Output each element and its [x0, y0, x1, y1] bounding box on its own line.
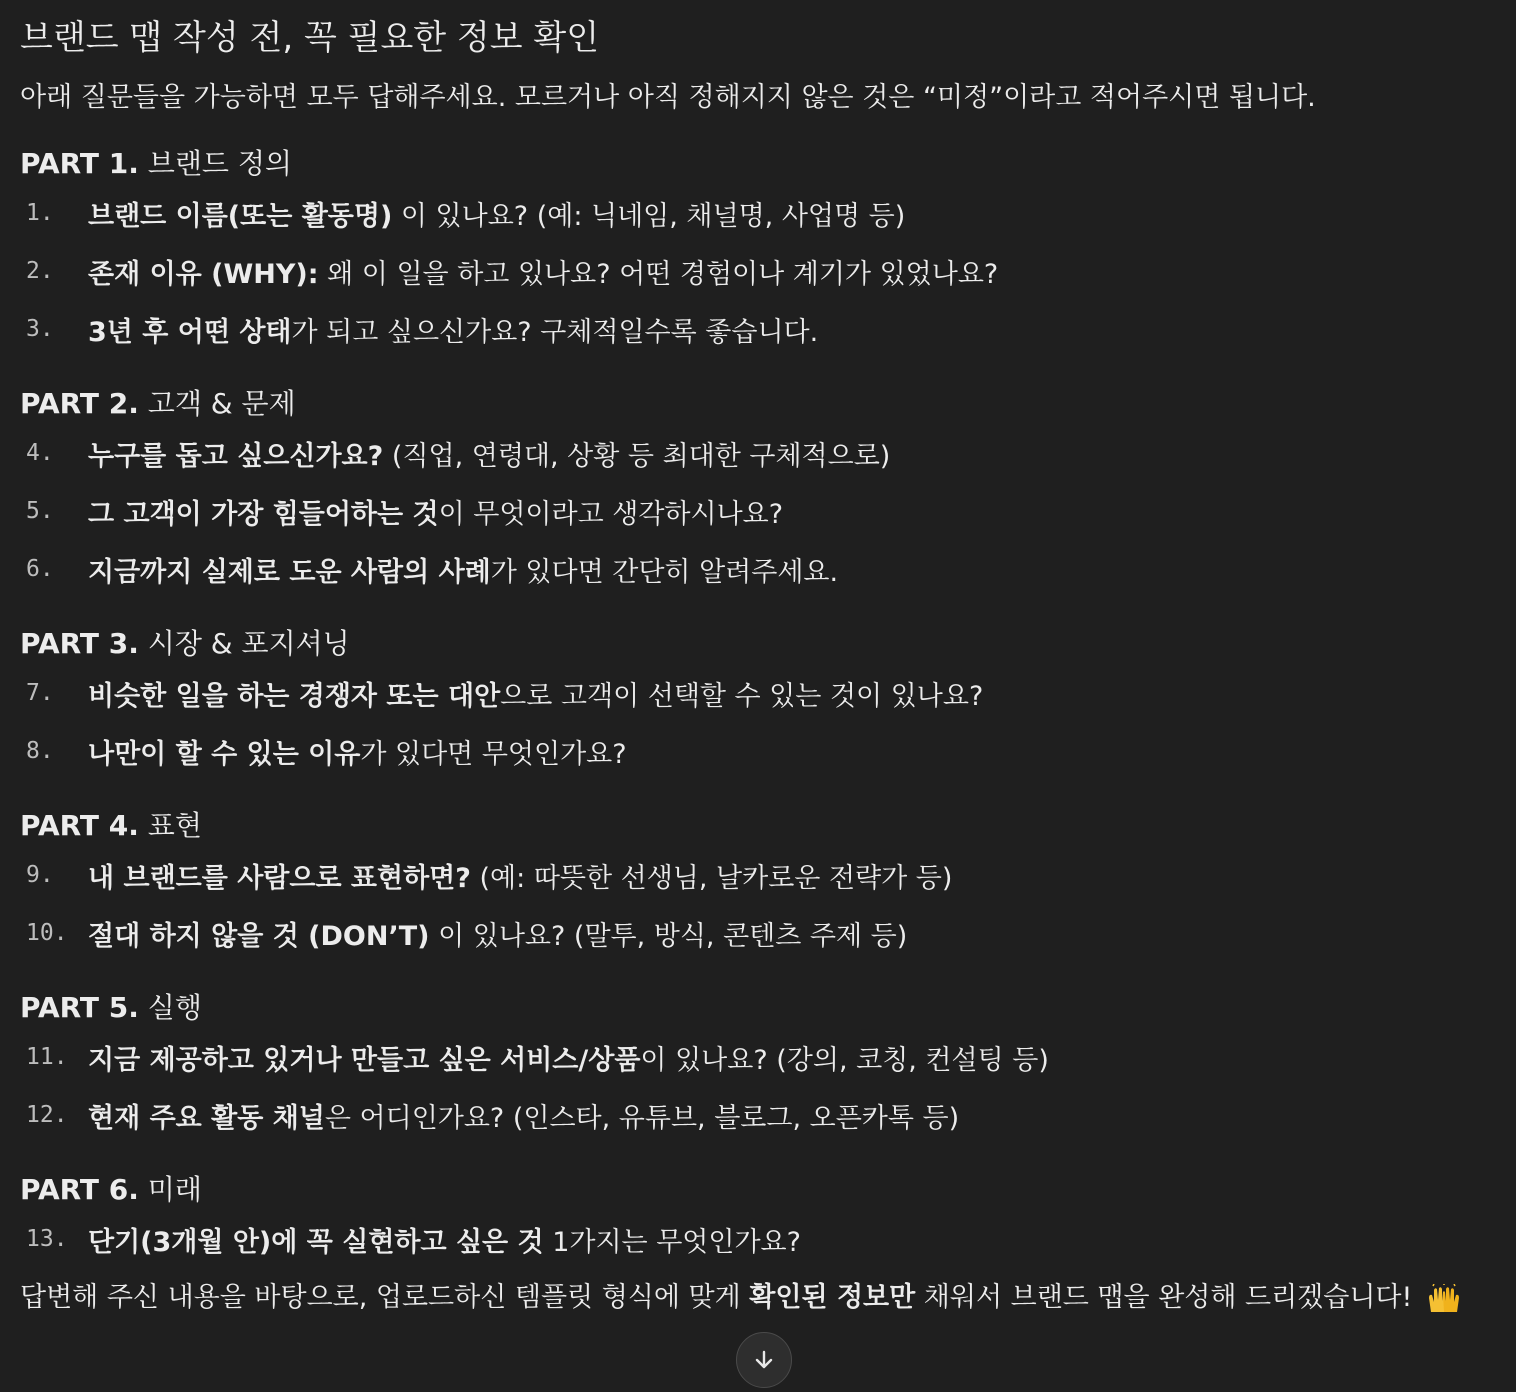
question-rest: 으로 고객이 선택할 수 있는 것이 있나요? [500, 680, 984, 712]
question-number: 8. [26, 738, 54, 764]
question-bold: 현재 주요 활동 채널 [88, 1102, 325, 1134]
scroll-to-bottom-button[interactable] [736, 1332, 792, 1388]
question-bold: 단기(3개월 안)에 꼭 실현하고 싶은 것 [88, 1226, 544, 1258]
part-heading [20, 988, 1496, 1028]
question-rest: 이 있나요? (예: 닉네임, 채널명, 사업명 등) [392, 200, 906, 232]
part-heading [20, 1170, 1496, 1210]
outro-bold: 확인된 정보만 [749, 1282, 916, 1313]
part-prefix: PART 3. [20, 627, 139, 660]
question-rest: 가 있다면 간단히 알려주세요. [490, 556, 839, 588]
part-name: 시장 & 포지셔닝 [147, 627, 350, 660]
question-number: 3. [26, 316, 54, 342]
outro-text [20, 1268, 1496, 1328]
question-rest: 은 어디인가요? (인스타, 유튜브, 블로그, 오픈카톡 등) [324, 1102, 960, 1134]
question-rest: (예: 따뜻한 선생님, 날카로운 전략가 등) [470, 862, 953, 894]
question-rest: 이 있나요? (말투, 방식, 콘텐츠 주제 등) [429, 920, 908, 952]
question-rest: 왜 이 일을 하고 있나요? 어떤 경험이나 계기가 있었나요? [318, 258, 999, 290]
part-prefix: PART 6. [20, 1173, 139, 1206]
intro-text: 아래 질문들을 가능하면 모두 답해주세요. 모르거나 아직 정해지지 않은 것은 “미정”이라고 적어주시면 됩니다. [20, 82, 1316, 113]
question-text [88, 252, 998, 291]
question-item [20, 482, 1496, 540]
question-number: 1. [26, 200, 54, 226]
question-list [20, 846, 1496, 962]
question-list [20, 184, 1496, 358]
part-name: 표현 [147, 809, 202, 842]
part-name: 고객 & 문제 [147, 387, 296, 420]
question-bold: 존재 이유 (WHY): [88, 258, 319, 290]
part-heading [20, 624, 1496, 664]
question-bold: 누구를 돕고 싶으신가요? [88, 440, 384, 472]
question-rest: 가 있다면 무엇인가요? [360, 738, 627, 770]
question-rest: 1가지는 무엇인가요? [543, 1226, 801, 1258]
question-list [20, 424, 1496, 598]
question-number: 13. [26, 1226, 68, 1252]
raising-hands-icon [1427, 1284, 1461, 1314]
part-name: 브랜드 정의 [147, 147, 292, 180]
question-rest: 이 무엇이라고 생각하시나요? [438, 498, 784, 530]
question-rest: 이 있나요? (강의, 코칭, 컨설팅 등) [640, 1044, 1049, 1076]
question-text [88, 310, 818, 349]
question-bold: 브랜드 이름(또는 활동명) [88, 200, 393, 232]
question-list [20, 1028, 1496, 1144]
question-number: 11. [26, 1044, 68, 1070]
question-number: 12. [26, 1102, 68, 1128]
question-text [88, 1220, 801, 1259]
part-name: 실행 [147, 991, 202, 1024]
part-heading [20, 384, 1496, 424]
question-rest: (직업, 연령대, 상황 등 최대한 구체적으로) [383, 440, 891, 472]
outro-post: 채워서 브랜드 맵을 완성해 드리겠습니다! [915, 1282, 1413, 1313]
part-prefix: PART 4. [20, 809, 139, 842]
part-prefix: PART 1. [20, 147, 139, 180]
question-text [88, 550, 838, 589]
message-content [20, 12, 1496, 1328]
question-text [88, 674, 983, 713]
question-number: 5. [26, 498, 54, 524]
question-item [20, 664, 1496, 722]
outro-pre: 답변해 주신 내용을 바탕으로, 업로드하신 템플릿 형식에 맞게 [20, 1282, 750, 1313]
question-bold: 절대 하지 않을 것 (DON’T) [88, 920, 430, 952]
question-text [88, 434, 890, 473]
question-number: 4. [26, 440, 54, 466]
question-number: 6. [26, 556, 54, 582]
part-heading [20, 144, 1496, 184]
question-bold: 그 고객이 가장 힘들어하는 것 [88, 498, 439, 530]
arrow-down-icon [752, 1348, 776, 1372]
question-text [88, 1096, 959, 1135]
part-prefix: PART 2. [20, 387, 139, 420]
question-text [88, 194, 905, 233]
question-item [20, 846, 1496, 904]
question-item [20, 424, 1496, 482]
question-item [20, 904, 1496, 962]
question-rest: 가 되고 싶으신가요? 구체적일수록 좋습니다. [291, 316, 819, 348]
part-name: 미래 [147, 1173, 202, 1206]
question-text [88, 732, 627, 771]
question-text [88, 914, 907, 953]
question-number: 2. [26, 258, 54, 284]
question-number: 9. [26, 862, 54, 888]
question-item [20, 1028, 1496, 1086]
question-sections [20, 144, 1496, 1268]
question-item [20, 1086, 1496, 1144]
question-bold: 비슷한 일을 하는 경쟁자 또는 대안 [88, 680, 501, 712]
question-bold: 내 브랜드를 사람으로 표현하면? [88, 862, 471, 894]
question-number: 7. [26, 680, 54, 706]
page-title: 브랜드 맵 작성 전, 꼭 필요한 정보 확인 [20, 18, 600, 58]
question-bold: 나만이 할 수 있는 이유 [88, 738, 361, 770]
part-heading [20, 806, 1496, 846]
question-text [88, 856, 952, 895]
question-item [20, 184, 1496, 242]
question-number: 10. [26, 920, 68, 946]
question-list [20, 664, 1496, 780]
question-item [20, 300, 1496, 358]
question-text [88, 492, 783, 531]
question-bold: 지금 제공하고 있거나 만들고 싶은 서비스/상품 [88, 1044, 641, 1076]
question-list [20, 1210, 1496, 1268]
question-item [20, 722, 1496, 780]
part-prefix: PART 5. [20, 991, 139, 1024]
question-item [20, 540, 1496, 598]
question-bold: 3년 후 어떤 상태 [88, 316, 292, 348]
question-text [88, 1038, 1049, 1077]
question-item [20, 1210, 1496, 1268]
question-bold: 지금까지 실제로 도운 사람의 사례 [88, 556, 491, 588]
question-item [20, 242, 1496, 300]
